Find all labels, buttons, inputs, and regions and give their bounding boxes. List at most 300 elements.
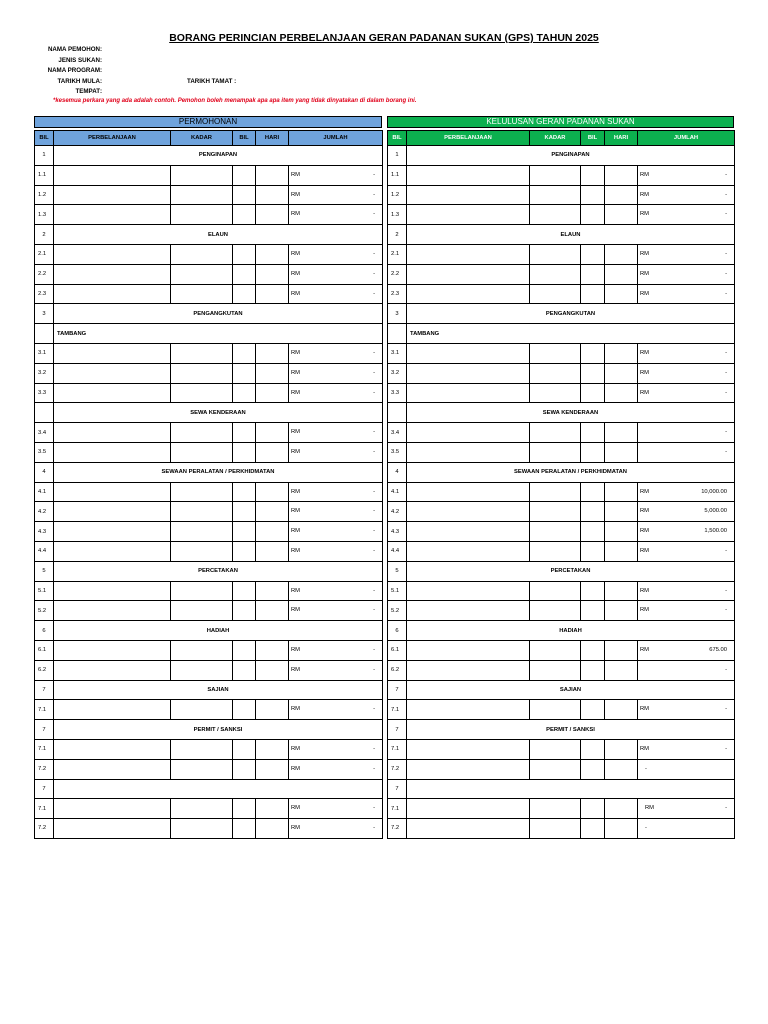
cell-perbelanjaan[interactable] — [407, 581, 530, 601]
cell-hari[interactable] — [256, 759, 289, 779]
cell-perbelanjaan[interactable] — [407, 205, 530, 225]
amount-value: - — [373, 607, 375, 614]
cell-hari[interactable] — [256, 205, 289, 225]
cell-hari[interactable] — [256, 601, 289, 621]
cell-perbelanjaan[interactable] — [407, 541, 530, 561]
cell-kadar[interactable] — [171, 640, 233, 660]
cell-hari[interactable] — [605, 759, 638, 779]
cell-hari[interactable] — [605, 363, 638, 383]
cell-kadar[interactable] — [530, 739, 581, 759]
header-jumlah: JUMLAH — [638, 131, 735, 146]
cell-kadar[interactable] — [530, 799, 581, 819]
cell-bil-count[interactable] — [581, 165, 605, 185]
cell-kadar[interactable] — [171, 700, 233, 720]
cell-jumlah[interactable] — [289, 541, 383, 561]
cell-hari[interactable] — [256, 423, 289, 443]
cell-hari[interactable] — [605, 264, 638, 284]
cell-hari[interactable] — [256, 739, 289, 759]
cell-jumlah[interactable] — [289, 482, 383, 502]
cell-kadar[interactable] — [530, 343, 581, 363]
table-row — [388, 264, 735, 284]
currency-label: RM — [291, 349, 301, 356]
cell-perbelanjaan[interactable] — [54, 700, 171, 720]
cell-hari[interactable] — [605, 799, 638, 819]
cell-hari[interactable] — [256, 541, 289, 561]
cell-hari[interactable] — [256, 502, 289, 522]
cell-kadar[interactable] — [530, 819, 581, 839]
cell-bil: 4.3 — [388, 522, 407, 542]
cell-bil-count[interactable] — [233, 502, 256, 522]
cell-bil: 1 — [388, 146, 407, 166]
cell-kadar[interactable] — [171, 541, 233, 561]
cell-perbelanjaan[interactable] — [54, 185, 171, 205]
currency-label: RM — [640, 706, 650, 713]
cell-hari[interactable] — [256, 799, 289, 819]
cell-bil-count[interactable] — [581, 343, 605, 363]
cell-perbelanjaan[interactable] — [54, 363, 171, 383]
table-row — [388, 205, 735, 225]
cell-kadar[interactable] — [171, 423, 233, 443]
cell-kadar[interactable] — [171, 363, 233, 383]
cell-hari[interactable] — [605, 640, 638, 660]
cell-bil-count[interactable] — [581, 819, 605, 839]
cell-bil-count[interactable] — [581, 442, 605, 462]
cell-bil-count[interactable] — [233, 185, 256, 205]
cell-perbelanjaan[interactable] — [407, 264, 530, 284]
cell-kadar[interactable] — [530, 522, 581, 542]
cell-perbelanjaan[interactable] — [407, 244, 530, 264]
row-heading: SEWA KENDERAAN — [407, 403, 735, 423]
cell-jumlah[interactable] — [289, 819, 383, 839]
cell-perbelanjaan[interactable] — [407, 522, 530, 542]
cell-perbelanjaan[interactable] — [407, 660, 530, 680]
cell-bil-count[interactable] — [233, 522, 256, 542]
cell-bil: 3.1 — [388, 343, 407, 363]
cell-hari[interactable] — [605, 165, 638, 185]
cell-hari[interactable] — [256, 819, 289, 839]
cell-bil-count[interactable] — [581, 759, 605, 779]
cell-hari[interactable] — [605, 581, 638, 601]
cell-kadar[interactable] — [530, 759, 581, 779]
header-bil-count: BIL — [581, 131, 605, 146]
table-row — [388, 502, 735, 522]
cell-jumlah[interactable] — [289, 640, 383, 660]
cell-kadar[interactable] — [171, 739, 233, 759]
cell-jumlah[interactable] — [289, 522, 383, 542]
cell-jumlah[interactable] — [289, 185, 383, 205]
cell-bil-count[interactable] — [233, 165, 256, 185]
cell-kadar[interactable] — [530, 640, 581, 660]
cell-hari[interactable] — [605, 739, 638, 759]
cell-bil-count[interactable] — [233, 383, 256, 403]
cell-perbelanjaan[interactable] — [407, 739, 530, 759]
cell-bil: 2.3 — [35, 284, 54, 304]
label-nama-program: NAMA PROGRAM — [47, 67, 100, 74]
cell-perbelanjaan[interactable] — [54, 640, 171, 660]
cell-perbelanjaan[interactable] — [407, 185, 530, 205]
cell-perbelanjaan[interactable] — [407, 601, 530, 621]
cell-hari[interactable] — [256, 363, 289, 383]
cell-hari[interactable] — [605, 541, 638, 561]
cell-bil-count[interactable] — [581, 640, 605, 660]
cell-jumlah[interactable] — [638, 660, 735, 680]
cell-jumlah[interactable] — [638, 581, 735, 601]
cell-kadar[interactable] — [171, 284, 233, 304]
cell-bil-count[interactable] — [233, 759, 256, 779]
cell-perbelanjaan[interactable] — [407, 343, 530, 363]
cell-kadar[interactable] — [530, 423, 581, 443]
cell-kadar[interactable] — [171, 581, 233, 601]
cell-bil-count[interactable] — [233, 799, 256, 819]
cell-jumlah[interactable] — [289, 601, 383, 621]
cell-hari[interactable] — [605, 343, 638, 363]
cell-hari[interactable] — [256, 264, 289, 284]
cell-kadar[interactable] — [530, 363, 581, 383]
amount-value: - — [373, 745, 375, 752]
cell-kadar[interactable] — [530, 601, 581, 621]
cell-jumlah[interactable] — [289, 759, 383, 779]
cell-kadar[interactable] — [530, 205, 581, 225]
cell-perbelanjaan[interactable] — [407, 363, 530, 383]
cell-perbelanjaan[interactable] — [54, 759, 171, 779]
cell-jumlah[interactable] — [289, 442, 383, 462]
cell-bil: 5 — [388, 561, 407, 581]
cell-hari[interactable] — [256, 482, 289, 502]
cell-bil-count[interactable] — [233, 284, 256, 304]
cell-bil: 4.2 — [388, 502, 407, 522]
cell-perbelanjaan[interactable] — [54, 264, 171, 284]
cell-jumlah[interactable] — [638, 383, 735, 403]
header-perbelanjaan: PERBELANJAAN — [407, 131, 530, 146]
cell-perbelanjaan[interactable] — [54, 522, 171, 542]
cell-jumlah[interactable] — [289, 581, 383, 601]
cell-kadar[interactable] — [530, 700, 581, 720]
cell-kadar[interactable] — [171, 165, 233, 185]
cell-bil-count[interactable] — [233, 244, 256, 264]
cell-kadar[interactable] — [530, 284, 581, 304]
cell-perbelanjaan[interactable] — [54, 165, 171, 185]
cell-bil-count[interactable] — [233, 601, 256, 621]
cell-hari[interactable] — [605, 205, 638, 225]
cell-perbelanjaan[interactable] — [54, 660, 171, 680]
cell-hari[interactable] — [256, 660, 289, 680]
cell-kadar[interactable] — [171, 799, 233, 819]
cell-bil: 4.2 — [35, 502, 54, 522]
cell-perbelanjaan[interactable] — [54, 244, 171, 264]
cell-perbelanjaan[interactable] — [54, 383, 171, 403]
cell-jumlah[interactable] — [638, 185, 735, 205]
cell-jumlah[interactable] — [638, 601, 735, 621]
amount-value: - — [373, 448, 375, 455]
cell-hari[interactable] — [256, 343, 289, 363]
cell-bil-count[interactable] — [581, 244, 605, 264]
cell-bil: 7.2 — [35, 819, 54, 839]
amount-value: - — [725, 745, 727, 752]
cell-jumlah[interactable] — [638, 502, 735, 522]
cell-perbelanjaan[interactable] — [54, 581, 171, 601]
cell-bil-count[interactable] — [581, 502, 605, 522]
cell-jumlah[interactable] — [638, 759, 735, 779]
cell-jumlah[interactable] — [638, 799, 735, 819]
cell-kadar[interactable] — [530, 660, 581, 680]
cell-bil-count[interactable] — [233, 819, 256, 839]
row-heading: PENGINAPAN — [54, 146, 383, 166]
cell-jumlah[interactable] — [638, 264, 735, 284]
cell-hari[interactable] — [256, 284, 289, 304]
cell-perbelanjaan[interactable] — [54, 442, 171, 462]
table-row — [388, 343, 735, 363]
cell-kadar[interactable] — [530, 264, 581, 284]
cell-jumlah[interactable] — [638, 819, 735, 839]
cell-bil-count[interactable] — [233, 442, 256, 462]
row-heading: HADIAH — [407, 621, 735, 641]
cell-kadar[interactable] — [171, 819, 233, 839]
cell-kadar[interactable] — [530, 244, 581, 264]
cell-hari[interactable] — [605, 700, 638, 720]
amount-value: - — [373, 270, 375, 277]
cell-jumlah[interactable] — [289, 700, 383, 720]
cell-jumlah[interactable] — [289, 383, 383, 403]
cell-perbelanjaan[interactable] — [407, 482, 530, 502]
amount-value: - — [725, 429, 727, 436]
cell-bil-count[interactable] — [581, 185, 605, 205]
cell-jumlah[interactable] — [638, 442, 735, 462]
cell-jumlah[interactable] — [638, 205, 735, 225]
currency-label: RM — [640, 528, 650, 535]
cell-jumlah[interactable] — [289, 205, 383, 225]
cell-perbelanjaan[interactable] — [54, 205, 171, 225]
cell-jumlah[interactable] — [638, 284, 735, 304]
currency-label: RM — [640, 270, 650, 277]
cell-hari[interactable] — [605, 423, 638, 443]
table-row — [35, 502, 383, 522]
row-heading: PERCETAKAN — [54, 561, 383, 581]
cell-bil-count[interactable] — [233, 700, 256, 720]
cell-jumlah[interactable] — [289, 165, 383, 185]
cell-hari[interactable] — [256, 700, 289, 720]
cell-bil: 7 — [388, 779, 407, 799]
cell-bil-count[interactable] — [581, 739, 605, 759]
cell-perbelanjaan[interactable] — [54, 601, 171, 621]
cell-perbelanjaan[interactable] — [407, 442, 530, 462]
cell-bil-count[interactable] — [581, 264, 605, 284]
cell-kadar[interactable] — [171, 522, 233, 542]
amount-value: - — [725, 171, 727, 178]
cell-kadar[interactable] — [171, 185, 233, 205]
cell-bil-count[interactable] — [581, 363, 605, 383]
cell-bil-count[interactable] — [233, 423, 256, 443]
cell-bil-count[interactable] — [581, 522, 605, 542]
cell-bil: 3.3 — [388, 383, 407, 403]
amount-value: - — [725, 666, 727, 673]
cell-kadar[interactable] — [171, 502, 233, 522]
cell-kadar[interactable] — [171, 601, 233, 621]
cell-kadar[interactable] — [530, 541, 581, 561]
cell-jumlah[interactable] — [289, 343, 383, 363]
colon: : — [100, 56, 103, 64]
cell-jumlah[interactable] — [638, 541, 735, 561]
cell-jumlah[interactable] — [638, 165, 735, 185]
cell-hari[interactable] — [605, 601, 638, 621]
table-row — [388, 244, 735, 264]
cell-jumlah[interactable] — [638, 244, 735, 264]
cell-bil-count[interactable] — [233, 343, 256, 363]
cell-perbelanjaan[interactable] — [54, 819, 171, 839]
cell-bil-count[interactable] — [233, 205, 256, 225]
cell-jumlah[interactable] — [289, 660, 383, 680]
cell-bil-count[interactable] — [233, 264, 256, 284]
cell-bil-count[interactable] — [581, 601, 605, 621]
cell-hari[interactable] — [605, 522, 638, 542]
cell-bil-count[interactable] — [233, 739, 256, 759]
cell-perbelanjaan[interactable] — [54, 343, 171, 363]
cell-perbelanjaan[interactable] — [407, 700, 530, 720]
cell-jumlah[interactable] — [638, 423, 735, 443]
row-heading: ELAUN — [54, 225, 383, 245]
currency-label: RM — [291, 765, 301, 772]
cell-jumlah[interactable] — [289, 739, 383, 759]
cell-kadar[interactable] — [530, 482, 581, 502]
cell-jumlah[interactable] — [638, 522, 735, 542]
cell-jumlah[interactable] — [289, 284, 383, 304]
cell-jumlah[interactable] — [638, 640, 735, 660]
cell-kadar[interactable] — [171, 442, 233, 462]
table-row — [388, 482, 735, 502]
cell-jumlah[interactable] — [638, 363, 735, 383]
cell-bil-count[interactable] — [233, 482, 256, 502]
table-row — [35, 799, 383, 819]
currency-label: RM — [640, 389, 650, 396]
cell-perbelanjaan[interactable] — [54, 284, 171, 304]
cell-perbelanjaan[interactable] — [407, 423, 530, 443]
cell-hari[interactable] — [256, 581, 289, 601]
cell-bil: 7.1 — [388, 739, 407, 759]
cell-bil-count[interactable] — [233, 581, 256, 601]
cell-hari[interactable] — [605, 284, 638, 304]
cell-bil-count[interactable] — [581, 581, 605, 601]
cell-bil-count[interactable] — [233, 640, 256, 660]
cell-kadar[interactable] — [171, 759, 233, 779]
cell-kadar[interactable] — [171, 482, 233, 502]
cell-hari[interactable] — [256, 185, 289, 205]
cell-hari[interactable] — [605, 660, 638, 680]
cell-hari[interactable] — [605, 244, 638, 264]
cell-bil: 2.2 — [388, 264, 407, 284]
cell-kadar[interactable] — [171, 343, 233, 363]
cell-perbelanjaan[interactable] — [54, 502, 171, 522]
cell-hari[interactable] — [605, 482, 638, 502]
cell-perbelanjaan[interactable] — [54, 423, 171, 443]
cell-jumlah[interactable] — [289, 244, 383, 264]
cell-bil-count[interactable] — [581, 284, 605, 304]
amount-value: 5,000.00 — [704, 508, 727, 515]
row-heading: SAJIAN — [54, 680, 383, 700]
cell-hari[interactable] — [256, 244, 289, 264]
amount-value: - — [373, 250, 375, 257]
cell-jumlah[interactable] — [638, 700, 735, 720]
cell-bil-count[interactable] — [581, 423, 605, 443]
cell-jumlah[interactable] — [289, 423, 383, 443]
cell-perbelanjaan[interactable] — [407, 383, 530, 403]
table-row — [388, 522, 735, 542]
cell-bil-count[interactable] — [581, 383, 605, 403]
cell-perbelanjaan[interactable] — [407, 759, 530, 779]
cell-bil-count[interactable] — [581, 799, 605, 819]
cell-hari[interactable] — [256, 165, 289, 185]
table-row — [35, 482, 383, 502]
amount-value: - — [725, 290, 727, 297]
cell-kadar[interactable] — [171, 205, 233, 225]
cell-jumlah[interactable] — [289, 502, 383, 522]
cell-perbelanjaan[interactable] — [54, 541, 171, 561]
cell-hari[interactable] — [605, 819, 638, 839]
cell-bil: 7 — [35, 779, 54, 799]
cell-hari[interactable] — [605, 502, 638, 522]
cell-bil-count[interactable] — [581, 660, 605, 680]
cell-jumlah[interactable] — [638, 739, 735, 759]
cell-hari[interactable] — [605, 383, 638, 403]
cell-perbelanjaan[interactable] — [54, 482, 171, 502]
cell-bil-count[interactable] — [581, 541, 605, 561]
cell-bil-count[interactable] — [581, 700, 605, 720]
cell-bil: 7.1 — [35, 799, 54, 819]
cell-hari[interactable] — [256, 640, 289, 660]
cell-jumlah[interactable] — [289, 363, 383, 383]
amount-value: - — [373, 211, 375, 218]
cell-perbelanjaan[interactable] — [407, 819, 530, 839]
cell-jumlah[interactable] — [289, 799, 383, 819]
cell-bil-count[interactable] — [233, 660, 256, 680]
currency-label: RM — [640, 211, 650, 218]
cell-perbelanjaan[interactable] — [407, 284, 530, 304]
cell-kadar[interactable] — [171, 244, 233, 264]
currency-label: RM — [640, 607, 650, 614]
cell-bil-count[interactable] — [581, 205, 605, 225]
cell-hari[interactable] — [256, 383, 289, 403]
cell-kadar[interactable] — [171, 264, 233, 284]
cell-kadar[interactable] — [171, 660, 233, 680]
cell-jumlah[interactable] — [289, 264, 383, 284]
cell-kadar[interactable] — [530, 581, 581, 601]
row-heading: PENGANGKUTAN — [407, 304, 735, 324]
cell-perbelanjaan[interactable] — [407, 640, 530, 660]
cell-bil-count[interactable] — [233, 363, 256, 383]
amount-value: - — [373, 488, 375, 495]
cell-hari[interactable] — [605, 442, 638, 462]
cell-kadar[interactable] — [530, 442, 581, 462]
table-row — [35, 720, 383, 740]
cell-hari[interactable] — [605, 185, 638, 205]
cell-bil — [388, 324, 407, 344]
cell-bil-count[interactable] — [581, 482, 605, 502]
cell-perbelanjaan[interactable] — [407, 799, 530, 819]
cell-kadar[interactable] — [171, 383, 233, 403]
cell-kadar[interactable] — [530, 383, 581, 403]
cell-hari[interactable] — [256, 522, 289, 542]
cell-kadar[interactable] — [530, 502, 581, 522]
cell-bil-count[interactable] — [233, 541, 256, 561]
table-row — [35, 819, 383, 839]
cell-perbelanjaan[interactable] — [54, 739, 171, 759]
cell-perbelanjaan[interactable] — [407, 502, 530, 522]
cell-kadar[interactable] — [530, 165, 581, 185]
cell-hari[interactable] — [256, 442, 289, 462]
cell-jumlah[interactable] — [638, 343, 735, 363]
cell-perbelanjaan[interactable] — [54, 799, 171, 819]
cell-perbelanjaan[interactable] — [407, 165, 530, 185]
cell-kadar[interactable] — [530, 185, 581, 205]
cell-jumlah[interactable] — [638, 482, 735, 502]
